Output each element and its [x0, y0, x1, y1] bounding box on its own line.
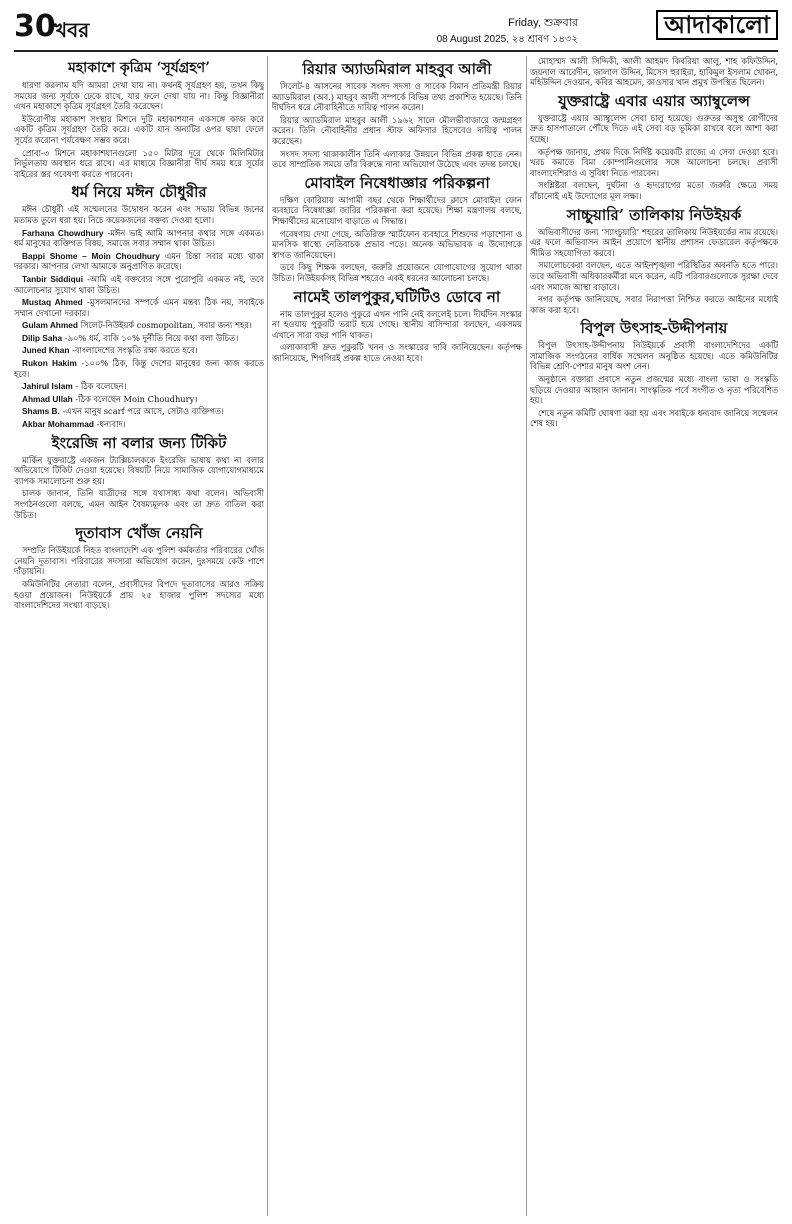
commenter-name: Jahirul Islam — [22, 381, 73, 392]
headline-air-ambulance: যুক্তরাষ্ট্রে এবার এয়ার অ্যাম্বুলেন্স — [558, 91, 750, 110]
comment — [14, 381, 264, 392]
commenter-name: Rukon Hakim — [22, 358, 77, 369]
paragraph: শেষে নতুন কমিটি ঘোষণা করা হয় এবং সবাইকে ধন্যবাদ জানিয়ে সম্মেলন শেষ হয়। — [530, 407, 778, 429]
paragraph: কর্তৃপক্ষ জানায়, প্রথম দিকে নির্দিষ্ট কয়েকটি রাজ্যে এ সেবা দেওয়া হবে। খরচ কমাতে বিমা কোম্পানিগুলোর সঙ্গে আলোচনা চলছে। প্রবাসী বাংলাদেশিরাও এ সুবিধা নিতে পারবেন। — [530, 146, 778, 178]
paragraph: বিপুল উৎসাহ-উদ্দীপনায় নিউইয়র্কে প্রবাসী বাংলাদেশিদের একটি সামাজিক সংগঠনের বার্ষিক সম্মেলন অনুষ্ঠিত হয়েছে। এতে কমিউনিটির বিভিন্ন শ্রেণি-পেশার মানুষ অংশ নেন। — [530, 340, 778, 372]
comment-text: সিলেট-নিউইয়র্ক cosmopolitan, সবার জন্য শহর। — [80, 320, 252, 331]
headline-embassy: দূতাবাস খোঁজ নেয়নি — [75, 524, 203, 543]
paragraph: চালক জানান, তিনি যাত্রীদের সঙ্গে যথাসাধ্য কথা বলেন। অভিবাসী সংগঠনগুলো বলছে, এমন আইন বৈষম্যমূলক এবং তা দ্রুত বাতিল করা উচিত। — [14, 488, 264, 520]
column-divider — [267, 56, 268, 1216]
headline-eclipse: মহাকাশে কৃত্রিম ‘সূর্যগ্রহণ’ — [68, 60, 210, 76]
paragraph: সিলেট-৪ আসনের সাবেক সংসদ সদস্য ও সাবেক বিমান প্রতিমন্ত্রী রিয়ার অ্যাডমিরাল (অব.) মাহবুব আলী সম্পর্কে বিভিন্ন তথ্য প্রকাশিত হয়েছে। তিনি দীর্ঘদিন ধরে নৌবাহিনীতে দায়িত্ব পালন করেন। — [272, 81, 522, 113]
column-1 — [14, 56, 264, 1216]
masthead — [656, 10, 778, 40]
paragraph: মোহাম্মদ আলী সিদ্দিকী, আলী আহমদ কিবরিয়া আলু, শাহ কফিউদ্দিন, জয়নাল আবেদীন, জালাল উদ্দিন, মিসেস হুরাইরা, হাকিমুল ইসলাম খোকন, মহিউদ্দিন দেওয়ান, কবির আহমেদ, কাওসার খান প্রমুখ উপস্থিত ছিলেন। — [530, 56, 778, 88]
paragraph: নগর কর্তৃপক্ষ জানিয়েছে, সবার নিরাপত্তা নিশ্চিত করতে আইনের মধ্যেই কাজ করা হবে। — [530, 294, 778, 315]
paragraph: কমিউনিটির নেতারা বলেন, প্রবাসীদের বিপদে দূতাবাসের আরও সক্রিয় হওয়া প্রয়োজন। নিউইয়র্কে প্রায় ২৫ হাজার পুলিশ সদস্যের মধ্যে বাংলাদেশিদের সংখ্যা বাড়ছে। — [14, 578, 264, 611]
headline-admiral: রিয়ার অ্যাডমিরাল মাহবুব আলী — [302, 60, 492, 78]
paragraph: অনুষ্ঠানে বক্তারা প্রবাসে নতুন প্রজন্মের মধ্যে বাংলা ভাষা ও সংস্কৃতি ছড়িয়ে দেওয়ার আহ্বান জানান। সাংস্কৃতিক পর্বে সংগীত ও নৃত্য পরিবেশিত হয়। — [530, 374, 778, 406]
paragraph: ইউরোপীয় মহাকাশ সংস্থার মিশনে দুটি মহাকাশযান একসঙ্গে কাজ করে একটি কৃত্রিম সূর্যগ্রহণ তৈরি করে। একটি যান অন্যটির ওপর ছায়া ফেলে সূর্যের করোনা পর্যবেক্ষণ সম্ভব করে। — [14, 113, 264, 145]
headline-mobile-ban: মোবাইল নিষেধাজ্ঞার পরিকল্পনা — [304, 173, 490, 192]
paragraph: তবে কিছু শিক্ষক বলছেন, জরুরি প্রয়োজনে যোগাযোগের সুযোগ থাকা উচিত। নিউইয়র্কসহ বিভিন্ন শহরেও একই ধরনের আলোচনা চলছে। — [272, 262, 522, 283]
commenter-name: Farhana Chowdhury — [22, 227, 104, 238]
column-divider — [526, 56, 527, 1216]
comment-text: -ধন্যবাদ। — [96, 419, 126, 430]
commenter-name: Mustaq Ahmed — [22, 297, 83, 308]
paragraph: মার্কিন যুক্তরাষ্ট্রে একজন ট্যাক্সিচালককে ইংরেজি ভাষায় কথা না বলার অভিযোগে টিকিট দেওয়া হয়েছে। বিষয়টি নিয়ে সামাজিক যোগাযোগমাধ্যমে ব্যাপক সমালোচনা শুরু হয়। — [14, 454, 264, 486]
headline-english-ticket: ইংরেজি না বলার জন্য টিকিট — [51, 433, 227, 452]
comment — [14, 274, 264, 295]
page-header — [14, 10, 778, 52]
paragraph: প্রোবা-৩ মিশনে মহাকাশযানগুলো ১৫০ মিটার দূরে থেকে মিলিমিটার নির্ভুলতায় অবস্থান ধরে রাখে। এর মাধ্যমে বিজ্ঞানীরা দীর্ঘ সময় ধরে সূর্যের বাইরের স্তর গবেষণা করতে পারবেন। — [14, 147, 264, 179]
paragraph: মঈন চৌধুরী এই সম্মেলনের উদ্বোধন করেন এবং সভায় বিভিন্ন জনের মতামত তুলে ধরা হয়। নিচে কয়েকজনের বক্তব্য দেওয়া হলো। — [14, 204, 264, 225]
date-label: 08 August 2025, ২৪ শ্রাবণ ১৪৩২ — [436, 34, 578, 45]
paragraph: সংসদ সদস্য থাকাকালীন তিনি এলাকার উন্নয়নে বিভিন্ন প্রকল্প হাতে নেন। তবে সাম্প্রতিক সময়ে তাঁর বিরুদ্ধে নানা অভিযোগ উঠেছে এবং তদন্ত চলছে। — [272, 148, 522, 170]
comment-text: -মুসলমানদের সম্পর্কে এমন মন্তব্য ঠিক নয়, সবাইকে সম্মান দেখানো দরকার। — [14, 297, 264, 318]
headline-sanctuary: সাচ্চুয়ারি’ তালিকায় নিউইয়র্ক — [566, 205, 742, 224]
page-number: 30 — [14, 9, 56, 44]
section-name: খবর — [54, 18, 90, 42]
comment-text: - ঠিক বলেছেন। — [75, 381, 127, 392]
comment-text: -মঈন ভাই আমি আপনার কথার সঙ্গে একমত। ধর্ম মানুষের ব্যক্তিগত বিষয়, সমাজে সবার সম্মান থাকা উচিত। — [14, 227, 264, 249]
day-label: Friday, শুক্রবার — [508, 17, 578, 29]
comment — [14, 228, 264, 249]
commenter-name: Akbar Mohammad — [22, 419, 94, 430]
comment — [14, 251, 264, 272]
commenter-name: Dilip Saha — [22, 332, 63, 343]
comment-text: -১০০% ঠিক, কিন্তু দেশের মানুষের জন্য কাজ করতে হবে। — [14, 358, 264, 379]
paragraph: এলাকাবাসী দ্রুত পুকুরটি খনন ও সংস্কারের দাবি জানিয়েছেন। কর্তৃপক্ষ জানিয়েছে, শিগগিরই প্রকল্প হাতে নেওয়া হবে। — [272, 342, 522, 363]
paragraph: যুক্তরাষ্ট্রে এয়ার অ্যাম্বুলেন্স সেবা চালু হয়েছে। গুরুতর অসুস্থ রোগীদের দ্রুত হাসপাতালে পৌঁছে দিতে এই সেবা বড় ভূমিকা রাখবে বলে আশা করা হচ্ছে। — [530, 112, 778, 144]
comment-text: -৯০% ধর্ম, বাকি ১০% দুর্নীতি নিয়ে কথা বলা উচিত। — [64, 332, 239, 343]
commenter-name: Shams B. — [22, 406, 60, 417]
comment — [14, 358, 264, 379]
comment-text: -আমি এই বক্তব্যের সঙ্গে পুরোপুরি একমত নই, তবে আলোচনার সুযোগ থাকা উচিত। — [14, 273, 264, 295]
comment — [14, 320, 264, 331]
comment — [14, 419, 264, 430]
commenter-name: Ahmad Ullah — [22, 393, 73, 404]
paragraph: দক্ষিণ কোরিয়ায় আগামী বছর থেকে শিক্ষার্থীদের ক্লাসে মোবাইল ফোন ব্যবহারে নিষেধাজ্ঞা জারির পরিকল্পনা করা হয়েছে। শিক্ষা মন্ত্রণালয় বলছে, শিক্ষার্থীদের মনোযোগ বাড়াতে এ সিদ্ধান্ত। — [272, 194, 522, 226]
comment — [14, 345, 264, 356]
comment-text: এমন চিন্তা সবার মধ্যে থাকা দরকার। আপনার লেখা আমাকে অনুপ্রাণিত করেছে। — [14, 250, 264, 272]
paragraph: নাম তালপুকুর হলেও পুকুরে এখন পানি নেই বললেই চলে। দীর্ঘদিন সংস্কার না হওয়ায় পুকুরটি ভরাট হয়ে গেছে। স্থানীয় বাসিন্দারা বলছেন, একসময় এখানে সারা বছর পানি থাকত। — [272, 308, 522, 340]
paragraph: সম্প্রতি নিউইয়র্কে নিহত বাংলাদেশি এক পুলিশ কর্মকর্তার পরিবারের খোঁজ নেয়নি দূতাবাস। পরিবারের সদস্যরা অভিযোগ করেন, দুঃসময়ে কেউ পাশে দাঁড়ায়নি। — [14, 545, 264, 577]
paragraph: সংশ্লিষ্টরা বলছেন, দুর্ঘটনা ও হৃদরোগের মতো জরুরি ক্ষেত্রে সময় বাঁচানোই এই উদ্যোগের মূল লক্ষ্য। — [530, 180, 778, 201]
paragraph: অভিবাসীদের জন্য ‘স্যাংচুয়ারি’ শহরের তালিকায় নিউইয়র্কের নাম রয়েছে। এর ফলে অভিবাসন আইন প্রয়োগে স্থানীয় প্রশাসন ফেডারেল কর্তৃপক্ষকে সীমিত সহযোগিতা করবে। — [530, 226, 778, 258]
comment — [14, 297, 264, 318]
paragraph: গবেষণায় দেখা গেছে, অতিরিক্ত স্মার্টফোন ব্যবহারে শিশুদের পড়াশোনা ও মানসিক স্বাস্থ্যে নেতিবাচক প্রভাব পড়ে। অনেক অভিভাবক এ উদ্যোগকে স্বাগত জানিয়েছেন। — [272, 228, 522, 260]
commenter-name: Bappi Shome – Moin Choudhury — [22, 250, 160, 261]
newspaper-logo: আদাকালো — [656, 10, 778, 40]
paragraph: ধারণা করলাম যদি আমরা দেখা যায় না। কথনই সূর্যগ্রহণ হয়, তখন কিছু সময়ের জন্য সূর্যকে ঢেকে রাখে, যার ফলে দেখা যায় না। কিন্তু বিজ্ঞানীরা এখন মহাকাশে কৃত্রিম সূর্যগ্রহণ তৈরি করেছেন। — [14, 80, 264, 112]
comment — [14, 333, 264, 344]
commenter-name: Tanbir Siddiqui — [22, 273, 84, 284]
paragraph: রিয়ার অ্যাডমিরাল মাহবুব আলী ১৯৬২ সালে মৌলভীবাজারে জন্মগ্রহণ করেন। তিনি নৌবাহিনীর প্রধান স্টাফ অফিসার হিসেবেও দায়িত্ব পালন করেছেন। — [272, 114, 522, 146]
commenter-name: Gulam Ahmed — [22, 320, 78, 331]
comment — [14, 394, 264, 405]
comment-text: -ঠিক বলেছেন Moin Choudhury। — [75, 393, 198, 404]
headline-religion: ধর্ম নিয়ে মঈন চৌধুরীর — [71, 183, 207, 202]
comment — [14, 406, 264, 417]
commenter-name: Juned Khan — [22, 345, 70, 356]
column-2 — [272, 56, 522, 1216]
paragraph: সমালোচকেরা বলছেন, এতে আইনশৃঙ্খলা পরিস্থিতির অবনতি হতে পারে। তবে অভিবাসী অধিকারকর্মীরা মনে করেন, এটি পরিবারগুলোকে সুরক্ষা দেবে এবং সমাজে আস্থা বাড়াবে। — [530, 260, 778, 292]
comment-text: -এখন মানুষ scarf পরে আসে, সেটাও ব্যক্তিগত। — [62, 406, 224, 417]
column-3 — [530, 56, 778, 1216]
headline-celebration: বিপুল উৎসাহ-উদ্দীপনায় — [580, 319, 728, 338]
comment-text: -বাংলাদেশের সংস্কৃতি রক্ষা করতে হবে। — [72, 345, 198, 356]
headline-talpukur: নামেই তালপুকুর,ঘটিটিও ডোবে না — [293, 287, 501, 306]
